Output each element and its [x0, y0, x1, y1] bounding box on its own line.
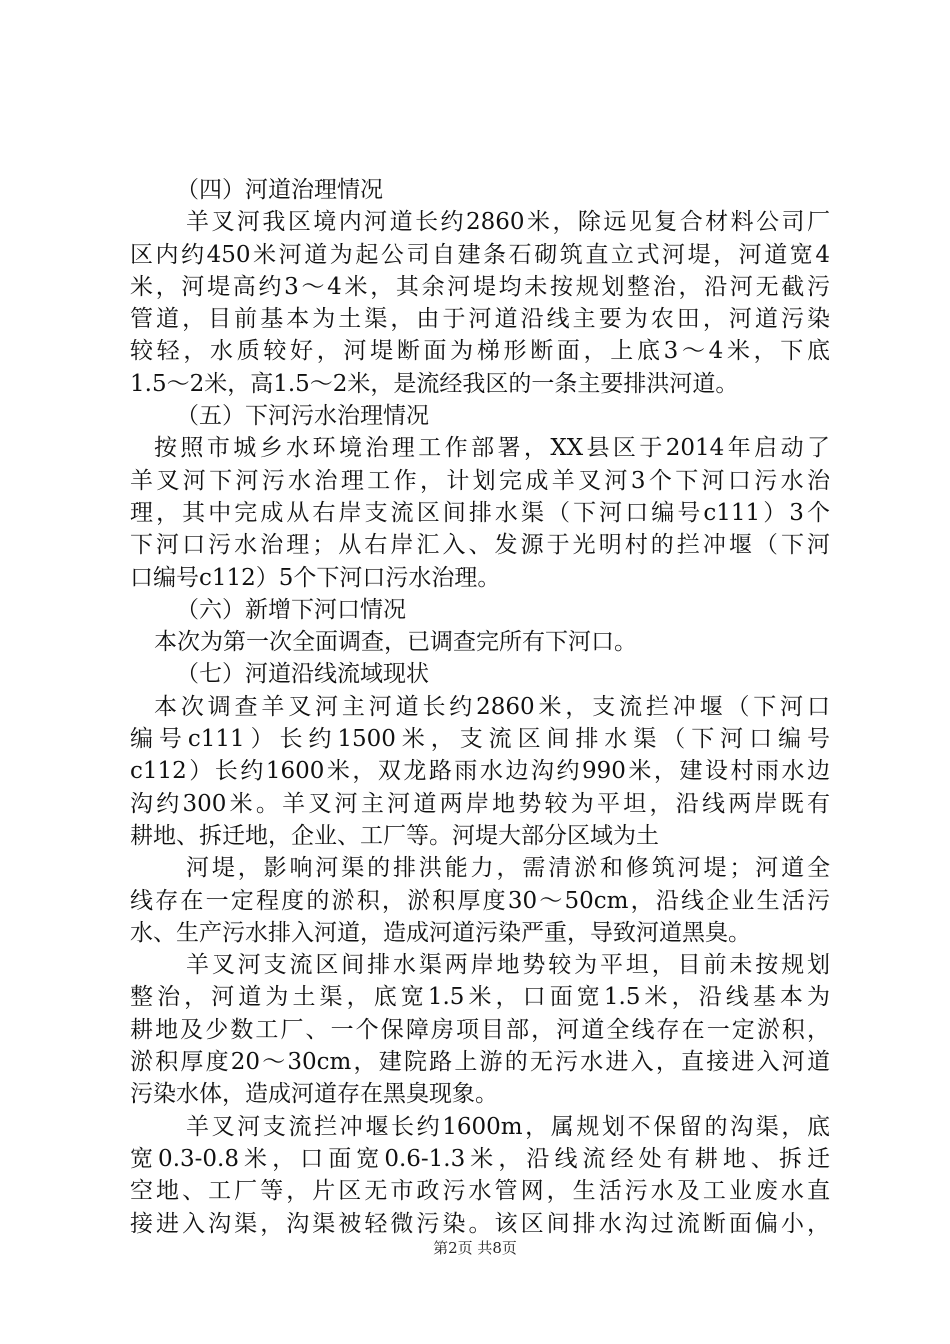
paragraph-line: 淤积厚度20～30cm，建院路上游的无污水进入，直接进入河道: [130, 1049, 830, 1076]
paragraph-line: 羊叉河支流区间排水渠两岸地势较为平坦，目前未按规划: [186, 952, 830, 979]
paragraph-line: 宽0.3-0.8米，口面宽0.6-1.3米，沿线流经处有耕地、拆迁: [130, 1145, 830, 1172]
paragraph-line: 接进入沟渠，沟渠被轻微污染。该区间排水沟过流断面偏小，: [130, 1210, 830, 1237]
document-body: [130, 174, 830, 1240]
paragraph-line: 口编号c112）5个下河口污水治理。: [130, 564, 501, 591]
paragraph-line: 河堤，影响河渠的排洪能力，需清淤和修筑河堤；河道全: [186, 855, 830, 882]
paragraph-line: 污染水体，造成河道存在黑臭现象。: [130, 1081, 498, 1108]
paragraph-line: 空地、工厂等，片区无市政污水管网，生活污水及工业废水直: [130, 1178, 830, 1205]
paragraph-line: 羊叉河我区境内河道长约2860米，除远见复合材料公司厂: [186, 209, 830, 236]
section-heading-6: （六）新增下河口情况: [176, 596, 406, 623]
paragraph-line: 区内约450米河道为起公司自建条石砌筑直立式河堤，河道宽4: [130, 241, 830, 268]
paragraph-line: 1.5～2米，高1.5～2米，是流经我区的一条主要排洪河道。: [130, 370, 739, 397]
page-footer: [0, 1238, 950, 1258]
paragraph-line: 羊叉河支流拦冲堰长约1600m，属规划不保留的沟渠，底: [186, 1113, 830, 1140]
paragraph-line: c112）长约1600米，双龙路雨水边沟约990米，建设村雨水边: [130, 758, 830, 785]
paragraph-line: 本次调查羊叉河主河道长约2860米，支流拦冲堰（下河口: [154, 693, 830, 720]
section-heading-5: （五）下河污水治理情况: [176, 403, 429, 430]
paragraph-line: 本次为第一次全面调查，已调查完所有下河口。: [154, 629, 637, 656]
paragraph-line: 耕地及少数工厂、一个保障房项目部，河道全线存在一定淤积，: [130, 1016, 830, 1043]
section-heading-7: （七）河道沿线流域现状: [176, 661, 429, 688]
paragraph-line: 按照市城乡水环境治理工作部署，XX县区于2014年启动了: [154, 435, 830, 462]
paragraph-line: 耕地、拆迁地，企业、工厂等。河堤大部分区域为土: [130, 822, 659, 849]
paragraph-line: 整治，河道为土渠，底宽1.5米，口面宽1.5米，沿线基本为: [130, 984, 830, 1011]
paragraph-line: 管道，目前基本为土渠，由于河道沿线主要为农田，河道污染: [130, 306, 830, 333]
paragraph-line: 编号c111）长约1500米，支流区间排水渠（下河口编号: [130, 726, 830, 753]
paragraph-line: 沟约300米。羊叉河主河道两岸地势较为平坦，沿线两岸既有: [130, 790, 830, 817]
paragraph-line: 米，河堤高约3～4米，其余河堤均未按规划整治，沿河无截污: [130, 273, 830, 300]
paragraph-line: 较轻，水质较好，河堤断面为梯形断面，上底3～4米，下底: [130, 338, 830, 365]
section-heading-4: （四）河道治理情况: [176, 177, 383, 203]
paragraph-line: 水、生产污水排入河道，造成河道污染严重，导致河道黑臭。: [130, 919, 751, 946]
paragraph-line: 下河口污水治理；从右岸汇入、发源于光明村的拦冲堰（下河: [130, 532, 830, 559]
paragraph-line: 线存在一定程度的淤积，淤积厚度30～50cm，沿线企业生活污: [130, 887, 830, 914]
paragraph-line: 羊叉河下河污水治理工作，计划完成羊叉河3个下河口污水治: [130, 467, 830, 494]
page-number: 第2页 共8页: [433, 1239, 517, 1257]
paragraph-line: 理，其中完成从右岸支流区间排水渠（下河口编号c111）3个: [130, 499, 830, 526]
